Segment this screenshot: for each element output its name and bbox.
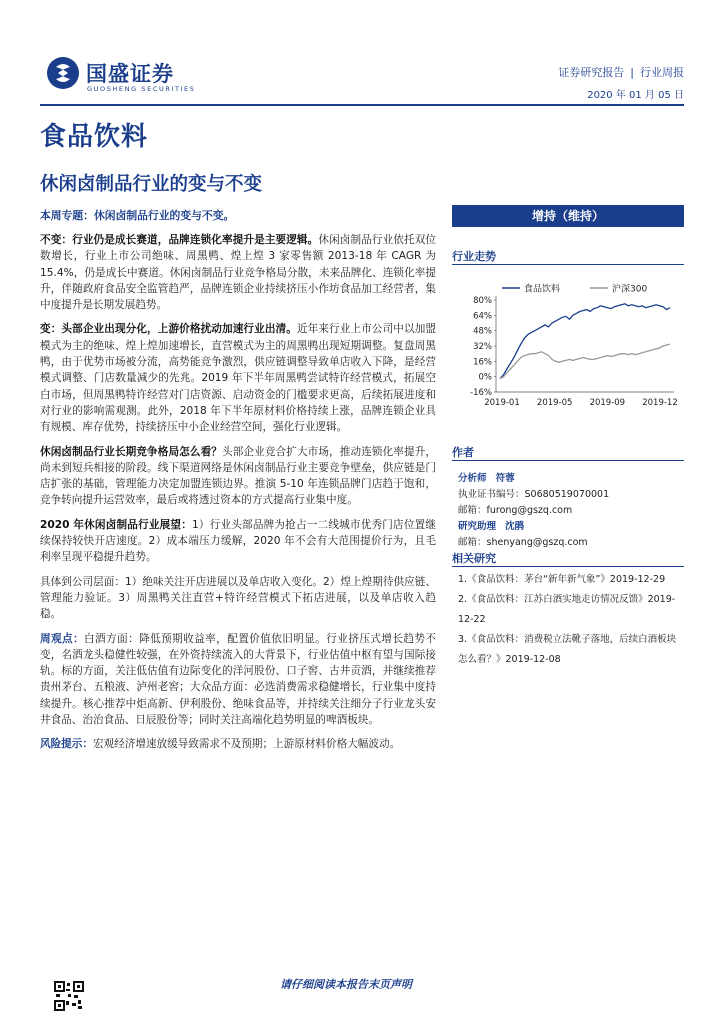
cert-number xyxy=(458,486,609,500)
y-tick-label: 48% xyxy=(473,326,492,337)
report-type-label: 证券研究报告 xyxy=(558,66,625,79)
author-heading: 作者 xyxy=(452,444,684,461)
footer-disclaimer: 请仔细阅读本报告末页声明 xyxy=(280,978,412,991)
legend-label: 食品饮料 xyxy=(524,284,561,295)
report-type xyxy=(558,64,684,80)
analyst-label: 分析师 xyxy=(458,473,487,484)
paragraph-text: 宏观经济增速放缓导致需求不及预期；上游原材料价格大幅波动。 xyxy=(92,738,401,751)
main-body xyxy=(40,232,436,761)
chart-legend xyxy=(502,283,647,295)
paragraph-lead: 周观点： xyxy=(40,632,85,645)
company-name: 国盛证券 xyxy=(86,62,174,86)
email-value[interactable]: furong@gszq.com xyxy=(486,505,573,516)
chart-x-axis xyxy=(484,392,678,408)
related-item[interactable]: 1.《食品饮料：茅台“新年新气象”》2019-12-29 xyxy=(458,574,666,585)
y-tick-label: 64% xyxy=(473,311,492,322)
qr-code-icon xyxy=(54,981,84,1011)
report-date: 2020 年 01 月 05 日 xyxy=(587,90,684,101)
analyst-name: 符蓉 xyxy=(495,473,515,484)
y-tick-label: 32% xyxy=(473,342,492,352)
paragraph-outlook xyxy=(40,517,436,566)
report-title: 休闲卤制品行业的变与不变 xyxy=(40,174,263,195)
rating-badge: 增持（维持） xyxy=(452,205,684,227)
chart-y-axis xyxy=(470,296,496,398)
paragraph-lead: 不变：行业仍是成长赛道，品牌连锁化率提升是主要逻辑。 xyxy=(40,234,319,246)
related-list xyxy=(458,570,684,670)
x-tick-label: 2019-12 xyxy=(642,398,678,408)
paragraph-text: 头部企业竞合扩大市场，推动连锁化率提升，尚未到短兵相接的阶段。线下渠道网络是休闲卤制品行业主要竞争壁垒，供应链是门店扩张的基础，管理能力决定加盟连锁边界。推演 5-10 年连锁品牌门店趋于饱和，竞争转向提升运营效率，最后或将透过资本的方式提高行业集中度。 xyxy=(40,445,437,507)
assistant-name: 沈鹃 xyxy=(505,521,525,532)
y-tick-label: 0% xyxy=(478,372,492,383)
trend-heading: 行业走势 xyxy=(452,248,684,265)
analyst-email xyxy=(458,502,572,516)
paragraph-text: 1）行业头部品牌为抢占一二线城市优秀门店位置继续保持较快开店速度。2）成本端压力缓解，2020 年不会有大范围提价行为，且毛利率呈现平稳提升趋势。 xyxy=(40,518,436,564)
legend-label: 沪深300 xyxy=(612,284,648,295)
paragraph-text: 休闲卤制品行业依托双位数增长，行业上市公司绝味、周黑鸭、煌上煌 3 家零售额 2013-18 年 CAGR 为 15.4%，仍是成长中赛道。休闲卤制品行业竞争格局分散，未来品牌化、连锁化率提升，伴随政府食品安全监管趋严，品牌连锁企业持续挤压小作坊食品加工经营者，集中度提升是长期发展趋势。 xyxy=(40,234,437,312)
trend-chart xyxy=(452,274,684,414)
header-separator: | xyxy=(630,66,634,79)
assistant-label: 研究助理 xyxy=(458,521,497,532)
paragraph-lead: 风险提示： xyxy=(40,738,93,751)
paragraph-company: 具体到公司层面：1）绝味关注开店进展以及单店收入变化。2）煌上煌期待供应链、管理能力验证。3）周黑鸭关注直营+特许经营模式下拓店进展，以及单店收入趋稳。 xyxy=(40,575,436,621)
series-line-csi300 xyxy=(500,344,670,379)
paragraph-changed xyxy=(40,321,436,435)
x-tick-label: 2019-01 xyxy=(484,398,520,408)
y-tick-label: -16% xyxy=(470,388,492,398)
paragraph-text: 近年来行业上市公司中以加盟模式为主的绝味、煌上煌加速增长，直营模式为主的周黑鸭出现短期调整。复盘周黑鸭，由于优势市场被分流，高势能竞争激烈，供应链调整导致单店收入下降，是经营模式调整、门店数量减少的先兆。2019 年下半年周黑鸭尝试特许经营模式，拓展空白市场，但周黑鸭特许经营对门店资源、启动资金的门槛要求更高，后续拓展进度和对行业的影响需观测。此外，2018 年下半年原材料价格持续上涨，品牌连锁企业具有规模、库存优势，持续挤压中小企业经营空间，强化行业逻辑。 xyxy=(40,323,436,434)
related-item[interactable]: 2.《食品饮料：江苏白酒实地走访情况反馈》2019-12-22 xyxy=(458,594,676,625)
report-subtype: 行业周报 xyxy=(640,66,684,79)
logo-icon xyxy=(46,56,80,90)
paragraph-lead: 变：头部企业出现分化，上游价格扰动加速行业出清。 xyxy=(40,323,297,336)
email-label: 邮箱： xyxy=(458,537,487,548)
y-tick-label: 16% xyxy=(473,357,492,368)
email-value[interactable]: shenyang@gszq.com xyxy=(486,537,588,548)
header-divider xyxy=(40,104,684,106)
x-tick-label: 2019-09 xyxy=(589,398,626,408)
paragraph-lead: 2020 年休闲卤制品行业展望： xyxy=(40,518,192,531)
assistant xyxy=(458,518,524,532)
analyst xyxy=(458,470,515,484)
y-tick-label: 80% xyxy=(473,296,492,306)
company-name-en: GUOSHENG SECURITIES xyxy=(87,85,196,93)
industry-name: 食品饮料 xyxy=(40,122,149,152)
cert-label: 执业证书编号： xyxy=(458,489,525,500)
paragraph-unchanged xyxy=(40,232,436,313)
paragraph-competition xyxy=(40,444,436,509)
assistant-email xyxy=(458,534,588,548)
weekly-focus: 本周专题：休闲卤制品行业的变与不变。 xyxy=(40,209,235,222)
paragraph-risk xyxy=(40,736,436,752)
paragraph-text: 白酒方面：降低预期收益率，配置价值依旧明显。行业挤压式增长趋势不变，名酒龙头稳健性较强，在外资持续流入的大背景下，行业估值中枢有望与国际接轨。标的方面，关注低估值有边际变化的洋河股份、口子窖、古井贡酒，并继续推荐贵州茅台、五粮液、泸州老窖；大众品方面：必选消费需求稳健增长，行业集中度持续提升。核心推荐中炬高新、伊利股份、绝味食品等，并持续关注细分子行业龙头安井食品、治治食品、日辰股份等；同时关注高端化趋势明显的啤酒板块。 xyxy=(40,632,436,727)
related-item[interactable]: 3.《食品饮料：消费税立法靴子落地，后续白酒板块怎么看？》2019-12-08 xyxy=(458,634,677,665)
paragraph-lead: 休闲卤制品行业长期竞争格局怎么看？ xyxy=(40,445,222,458)
x-tick-label: 2019-05 xyxy=(536,398,573,408)
chart-series xyxy=(500,304,670,379)
email-label: 邮箱： xyxy=(458,505,487,516)
series-line-food-beverage xyxy=(500,304,670,379)
paragraph-weekly-view xyxy=(40,631,436,729)
related-heading: 相关研究 xyxy=(452,550,684,567)
cert-value: S0680519070001 xyxy=(524,489,610,500)
